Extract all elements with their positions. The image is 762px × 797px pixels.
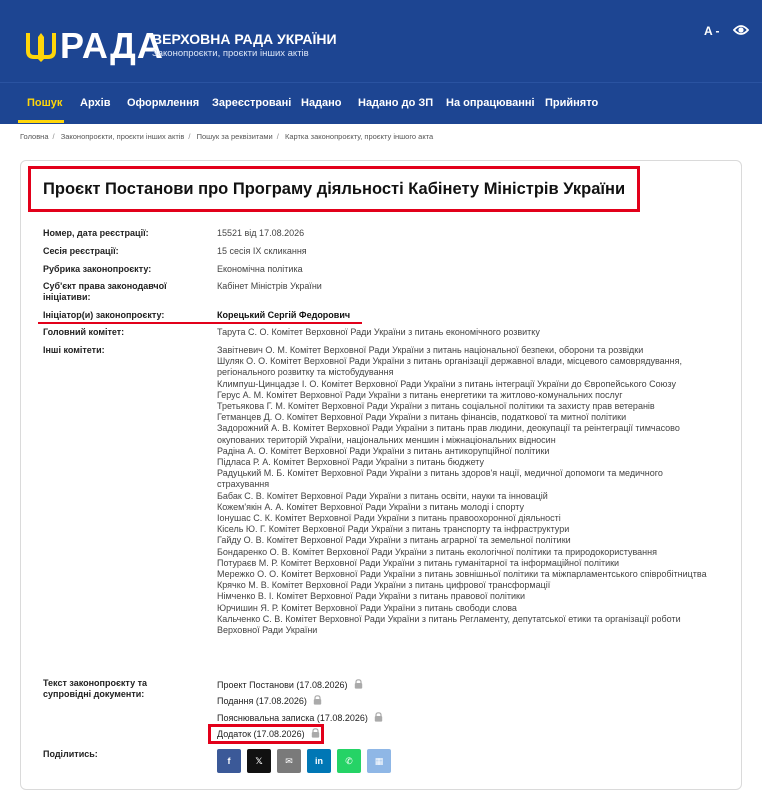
list-item: Гайду О. В. Комітет Верховної Ради України з питань аграрної та земельної політики — [217, 535, 571, 546]
list-item: Климпуш-Цинцадзе І. О. Комітет Верховної Ради України з питань інтеграції України до Європейського Союзу — [217, 378, 676, 389]
breadcrumb-current: Картка законопроєкту, проєкту іншого акта — [284, 132, 434, 141]
documents-label-line2: супровідні документи: — [43, 689, 145, 699]
list-item: Задорожний А. В. Комітет Верховної Ради України з питань прав людини, деокупації та реінтеграції тимчасово окупованих територій України, національних меншин і міжнаціональних відносин — [217, 423, 680, 445]
breadcrumb-home[interactable]: Головна — [20, 132, 49, 141]
page-title: Проєкт Постанови про Програму діяльності Кабінету Міністрів України — [43, 180, 626, 198]
initiator-value[interactable]: Корецький Сергій Федорович — [217, 310, 351, 320]
subject-label-line1: Суб'єкт права законодавчої — [43, 281, 167, 291]
other-committees-label: Інші комітети: — [43, 345, 105, 355]
breadcrumb — [20, 132, 433, 141]
email-icon: ✉ — [285, 755, 293, 766]
nav-item-adopted[interactable]: Прийнято — [545, 97, 599, 109]
list-item: Крячко М. В. Комітет Верховної Ради України з питань цифрової трансформації — [217, 580, 551, 591]
appendix-highlight-box — [208, 724, 324, 744]
eye-icon[interactable] — [733, 23, 749, 37]
nav-item-archive[interactable]: Архів — [80, 97, 111, 109]
list-item: Радіна А. О. Комітет Верховної Ради України з питань антикорупційної політики — [217, 445, 550, 456]
share-facebook-button[interactable] — [217, 749, 241, 773]
list-item: Мережко О. О. Комітет Верховної Ради України з питань зовнішньої політики та міжпарламентського співробітництва — [217, 569, 707, 580]
document-link-label[interactable]: Пояснювальна записка (17.08.2026) — [217, 713, 368, 723]
qr-icon: ▦ — [374, 755, 384, 766]
breadcrumb-separator: / — [188, 132, 191, 141]
document-link-submission[interactable] — [217, 695, 322, 706]
breadcrumb-bills[interactable]: Законопроєкти, проєкти інших актів — [60, 132, 185, 141]
list-item: Кісель Ю. Г. Комітет Верховної Ради України з питань транспорту та інфраструктури — [217, 524, 570, 535]
subject-label-line2: ініціативи: — [43, 292, 91, 302]
document-link-explanatory-note[interactable] — [217, 712, 383, 723]
main-committee-value: Тарута С. О. Комітет Верховної Ради України з питань економічного розвитку — [217, 327, 540, 337]
nav-item-provided[interactable]: Надано — [301, 97, 342, 109]
documents-label-line1: Текст законопроєкту та — [43, 678, 147, 688]
logo-text[interactable]: РАДА — [60, 25, 164, 66]
active-tab-indicator — [18, 120, 64, 123]
list-item: Радуцький М. Б. Комітет Верховної Ради України з питань здоров'я нації, медичної допомоги та медичного страхування — [217, 468, 663, 490]
breadcrumb-search[interactable]: Пошук за реквізитами — [196, 132, 273, 141]
main-nav — [0, 82, 762, 124]
list-item: Кожем'якін А. А. Комітет Верховної Ради України з питань молоді і спорту — [217, 501, 525, 512]
site-title: ВЕРХОВНА РАДА УКРАЇНИ — [152, 31, 337, 47]
list-item: Гетманцев Д. О. Комітет Верховної Ради України з питань фінансів, податкової та митної політики — [217, 412, 627, 423]
list-item: Третьякова Г. М. Комітет Верховної Ради України з питань соціальної політики та захисту прав ветеранів — [217, 401, 655, 412]
site-header — [0, 0, 762, 82]
list-item: Іонушас С. К. Комітет Верховної Ради України з питань правоохоронної діяльності — [217, 513, 561, 524]
lock-icon — [354, 679, 363, 689]
nav-item-provided-zp[interactable]: Надано до ЗП — [358, 97, 434, 109]
lock-icon — [313, 695, 322, 705]
breadcrumb-separator: / — [52, 132, 55, 141]
font-size-button[interactable]: A - — [704, 24, 720, 38]
session-value: 15 сесія IX скликання — [217, 246, 307, 256]
share-email-button[interactable] — [277, 749, 301, 773]
list-item: Бондаренко О. В. Комітет Верховної Ради України з питань екологічної політики та природокористування — [217, 546, 657, 557]
nav-item-search[interactable]: Пошук — [27, 97, 63, 109]
list-item: Бабак С. В. Комітет Верховної Ради України з питань освіти, науки та інновацій — [217, 490, 548, 501]
document-link-label[interactable]: Додаток (17.08.2026) — [217, 729, 305, 739]
initiator-highlight-underline — [38, 322, 362, 324]
list-item: Підласа Р. А. Комітет Верховної Ради України з питань бюджету — [217, 457, 485, 468]
list-item: Кальченко С. В. Комітет Верховної Ради України з питань Регламенту, депутатської етики та організації роботи Верховної Ради України — [217, 613, 681, 636]
list-item: Німченко В. І. Комітет Верховної Ради України з питань правової політики — [217, 591, 526, 602]
number-value: 15521 від 17.08.2026 — [217, 228, 305, 238]
nav-item-registered[interactable]: Зареєстровані — [212, 97, 292, 109]
document-link-draft[interactable] — [217, 679, 363, 690]
rubric-label: Рубрика законопроєкту: — [43, 264, 152, 274]
breadcrumb-separator: / — [276, 132, 279, 141]
subject-value: Кабінет Міністрів України — [217, 281, 322, 291]
other-committees-list — [217, 345, 717, 636]
nav-item-in-processing[interactable]: На опрацюванні — [446, 97, 535, 109]
number-label: Номер, дата реєстрації: — [43, 228, 149, 238]
share-x-button[interactable] — [247, 749, 271, 773]
lock-icon — [374, 712, 383, 722]
list-item: Юрчишин Я. Р. Комітет Верховної Ради України з питань свободи слова — [217, 602, 517, 613]
facebook-icon: f — [227, 756, 231, 766]
list-item: Герус А. М. Комітет Верховної Ради України з питань енергетики та житлово-комунальних послуг — [217, 389, 623, 400]
share-whatsapp-button[interactable] — [337, 749, 361, 773]
initiator-label: Ініціатор(и) законопроєкту: — [43, 310, 165, 320]
nav-item-formatting[interactable]: Оформлення — [127, 97, 200, 109]
trident-icon[interactable] — [24, 31, 58, 63]
list-item: Потураєв М. Р. Комітет Верховної Ради України з питань гуманітарної та інформаційної політики — [217, 557, 620, 568]
rubric-value: Економічна політика — [217, 264, 303, 274]
share-qr-button[interactable] — [367, 749, 391, 773]
x-icon: 𝕏 — [255, 755, 263, 766]
session-label: Сесія реєстрації: — [43, 246, 119, 256]
main-committee-label: Головний комітет: — [43, 327, 125, 337]
list-item: Завітневич О. М. Комітет Верховної Ради України з питань національної безпеки, оборони та розвідки — [217, 345, 644, 355]
linkedin-icon: in — [315, 756, 323, 766]
share-label: Поділитись: — [43, 749, 98, 759]
document-link-label[interactable]: Проект Постанови (17.08.2026) — [217, 680, 348, 690]
document-link-label[interactable]: Подання (17.08.2026) — [217, 696, 307, 706]
site-subtitle: Законопроєкти, проєкти інших актів — [152, 48, 309, 59]
share-linkedin-button[interactable] — [307, 749, 331, 773]
whatsapp-icon: ✆ — [345, 755, 353, 766]
list-item: Шуляк О. О. Комітет Верховної Ради України з питань організації державної влади, місцевого самоврядування, регіонального розвитку та містобудування — [217, 356, 682, 378]
